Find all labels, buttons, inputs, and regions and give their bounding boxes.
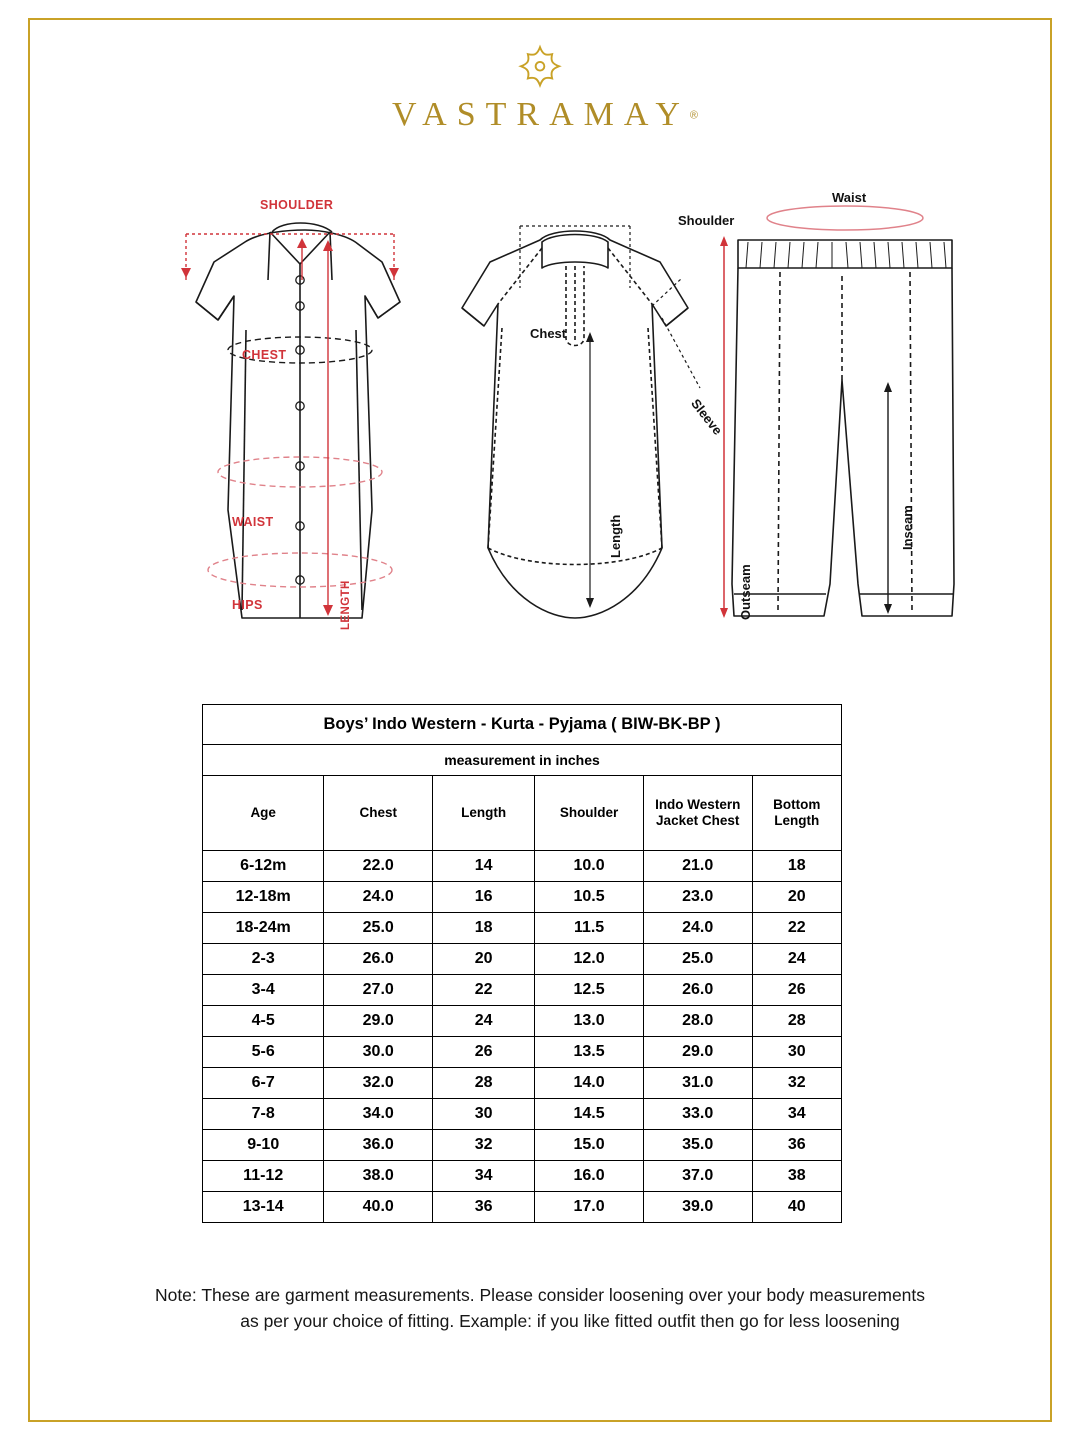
jacket-label-shoulder: SHOULDER (260, 198, 334, 212)
column-header-length: Length (433, 776, 535, 851)
cell-bottom-length: 36 (752, 1130, 841, 1161)
jacket-label-length: LENGTH (340, 580, 352, 630)
table-row (203, 1068, 842, 1099)
kurta-label-chest: Chest (530, 326, 567, 341)
cell-shoulder: 14.0 (535, 1068, 644, 1099)
cell-chest: 32.0 (324, 1068, 433, 1099)
cell-chest: 24.0 (324, 882, 433, 913)
cell-chest: 36.0 (324, 1130, 433, 1161)
cell-chest: 25.0 (324, 913, 433, 944)
cell-bottom-length: 30 (752, 1037, 841, 1068)
cell-jacket-chest: 35.0 (643, 1130, 752, 1161)
cell-shoulder: 12.0 (535, 944, 644, 975)
cell-length: 24 (433, 1006, 535, 1037)
table-row (203, 1037, 842, 1068)
pyjama-label-outseam: Outseam (738, 564, 753, 620)
cell-length: 18 (433, 913, 535, 944)
cell-jacket-chest: 21.0 (643, 851, 752, 882)
cell-shoulder: 10.0 (535, 851, 644, 882)
brand-name: VASTRAMAY (392, 96, 690, 133)
table-row (203, 1192, 842, 1223)
ornamental-star-icon (514, 42, 566, 94)
table-row (203, 944, 842, 975)
table-row (203, 1130, 842, 1161)
page-border (28, 18, 1052, 1422)
column-header-age: Age (203, 776, 324, 851)
pyjama-label-waist: Waist (832, 190, 867, 205)
cell-chest: 30.0 (324, 1037, 433, 1068)
cell-bottom-length: 18 (752, 851, 841, 882)
cell-chest: 34.0 (324, 1099, 433, 1130)
note-line-2: as per your choice of fitting. Example: if you like fitted outfit then go for less loosening (240, 1311, 900, 1332)
cell-length: 36 (433, 1192, 535, 1223)
cell-bottom-length: 20 (752, 882, 841, 913)
cell-bottom-length: 26 (752, 975, 841, 1006)
cell-shoulder: 16.0 (535, 1161, 644, 1192)
column-header-jacket-chest: Indo Western Jacket Chest (643, 776, 752, 851)
pyjama-label-inseam: Inseam (900, 505, 915, 550)
measurement-diagrams (30, 170, 1050, 700)
cell-age: 2-3 (203, 944, 324, 975)
cell-jacket-chest: 33.0 (643, 1099, 752, 1130)
cell-length: 26 (433, 1037, 535, 1068)
cell-jacket-chest: 39.0 (643, 1192, 752, 1223)
cell-age: 18-24m (203, 913, 324, 944)
brand-header (30, 42, 1050, 134)
table-header-row (203, 776, 842, 851)
cell-bottom-length: 32 (752, 1068, 841, 1099)
table-subtitle-row (203, 745, 842, 776)
cell-length: 28 (433, 1068, 535, 1099)
table-row (203, 882, 842, 913)
column-header-shoulder: Shoulder (535, 776, 644, 851)
cell-length: 30 (433, 1099, 535, 1130)
table-subtitle: measurement in inches (203, 745, 842, 776)
cell-shoulder: 12.5 (535, 975, 644, 1006)
cell-chest: 27.0 (324, 975, 433, 1006)
cell-bottom-length: 34 (752, 1099, 841, 1130)
cell-jacket-chest: 24.0 (643, 913, 752, 944)
measurement-note (30, 1282, 1050, 1335)
cell-shoulder: 17.0 (535, 1192, 644, 1223)
cell-bottom-length: 40 (752, 1192, 841, 1223)
kurta-label-length: Length (608, 514, 623, 558)
table-row (203, 975, 842, 1006)
cell-age: 6-12m (203, 851, 324, 882)
column-header-bottom-length: Bottom Length (752, 776, 841, 851)
jacket-label-hips: HIPS (232, 598, 263, 612)
cell-age: 9-10 (203, 1130, 324, 1161)
table-title: Boys’ Indo Western - Kurta - Pyjama ( BIW-BK-BP ) (203, 705, 842, 745)
cell-shoulder: 10.5 (535, 882, 644, 913)
boys-kurta-diagram (430, 213, 735, 648)
cell-bottom-length: 24 (752, 944, 841, 975)
cell-age: 7-8 (203, 1099, 324, 1130)
cell-jacket-chest: 26.0 (643, 975, 752, 1006)
cell-bottom-length: 38 (752, 1161, 841, 1192)
jacket-label-chest: CHEST (242, 348, 287, 362)
cell-chest: 29.0 (324, 1006, 433, 1037)
cell-age: 11-12 (203, 1161, 324, 1192)
cell-bottom-length: 28 (752, 1006, 841, 1037)
jacket-label-waist: WAIST (232, 515, 274, 529)
table-row (203, 913, 842, 944)
cell-shoulder: 13.5 (535, 1037, 644, 1068)
cell-chest: 38.0 (324, 1161, 433, 1192)
column-header-chest: Chest (324, 776, 433, 851)
cell-shoulder: 13.0 (535, 1006, 644, 1037)
cell-age: 4-5 (203, 1006, 324, 1037)
cell-jacket-chest: 25.0 (643, 944, 752, 975)
cell-shoulder: 15.0 (535, 1130, 644, 1161)
cell-chest: 26.0 (324, 944, 433, 975)
cell-shoulder: 14.5 (535, 1099, 644, 1130)
boys-pyjama-diagram (720, 180, 970, 650)
cell-age: 13-14 (203, 1192, 324, 1223)
cell-age: 6-7 (203, 1068, 324, 1099)
cell-jacket-chest: 28.0 (643, 1006, 752, 1037)
size-chart-table (202, 704, 842, 1223)
cell-shoulder: 11.5 (535, 913, 644, 944)
table-row (203, 1099, 842, 1130)
boys-jacket-diagram (150, 198, 430, 650)
cell-length: 34 (433, 1161, 535, 1192)
table-row (203, 1006, 842, 1037)
cell-jacket-chest: 37.0 (643, 1161, 752, 1192)
cell-age: 3-4 (203, 975, 324, 1006)
cell-length: 32 (433, 1130, 535, 1161)
cell-length: 20 (433, 944, 535, 975)
cell-jacket-chest: 23.0 (643, 882, 752, 913)
cell-age: 5-6 (203, 1037, 324, 1068)
cell-length: 16 (433, 882, 535, 913)
table-row (203, 1161, 842, 1192)
cell-jacket-chest: 29.0 (643, 1037, 752, 1068)
cell-bottom-length: 22 (752, 913, 841, 944)
kurta-label-shoulder: Shoulder (678, 213, 735, 228)
kurta-label-sleeve: Sleeve (688, 396, 726, 438)
note-line-1: Note: These are garment measurements. Please consider loosening over your body measurements (154, 1285, 926, 1305)
table-title-row (203, 705, 842, 745)
cell-age: 12-18m (203, 882, 324, 913)
cell-length: 22 (433, 975, 535, 1006)
cell-chest: 22.0 (324, 851, 433, 882)
cell-chest: 40.0 (324, 1192, 433, 1223)
brand-registered-mark: ® (689, 109, 698, 122)
cell-jacket-chest: 31.0 (643, 1068, 752, 1099)
table-row (203, 851, 842, 882)
cell-length: 14 (433, 851, 535, 882)
